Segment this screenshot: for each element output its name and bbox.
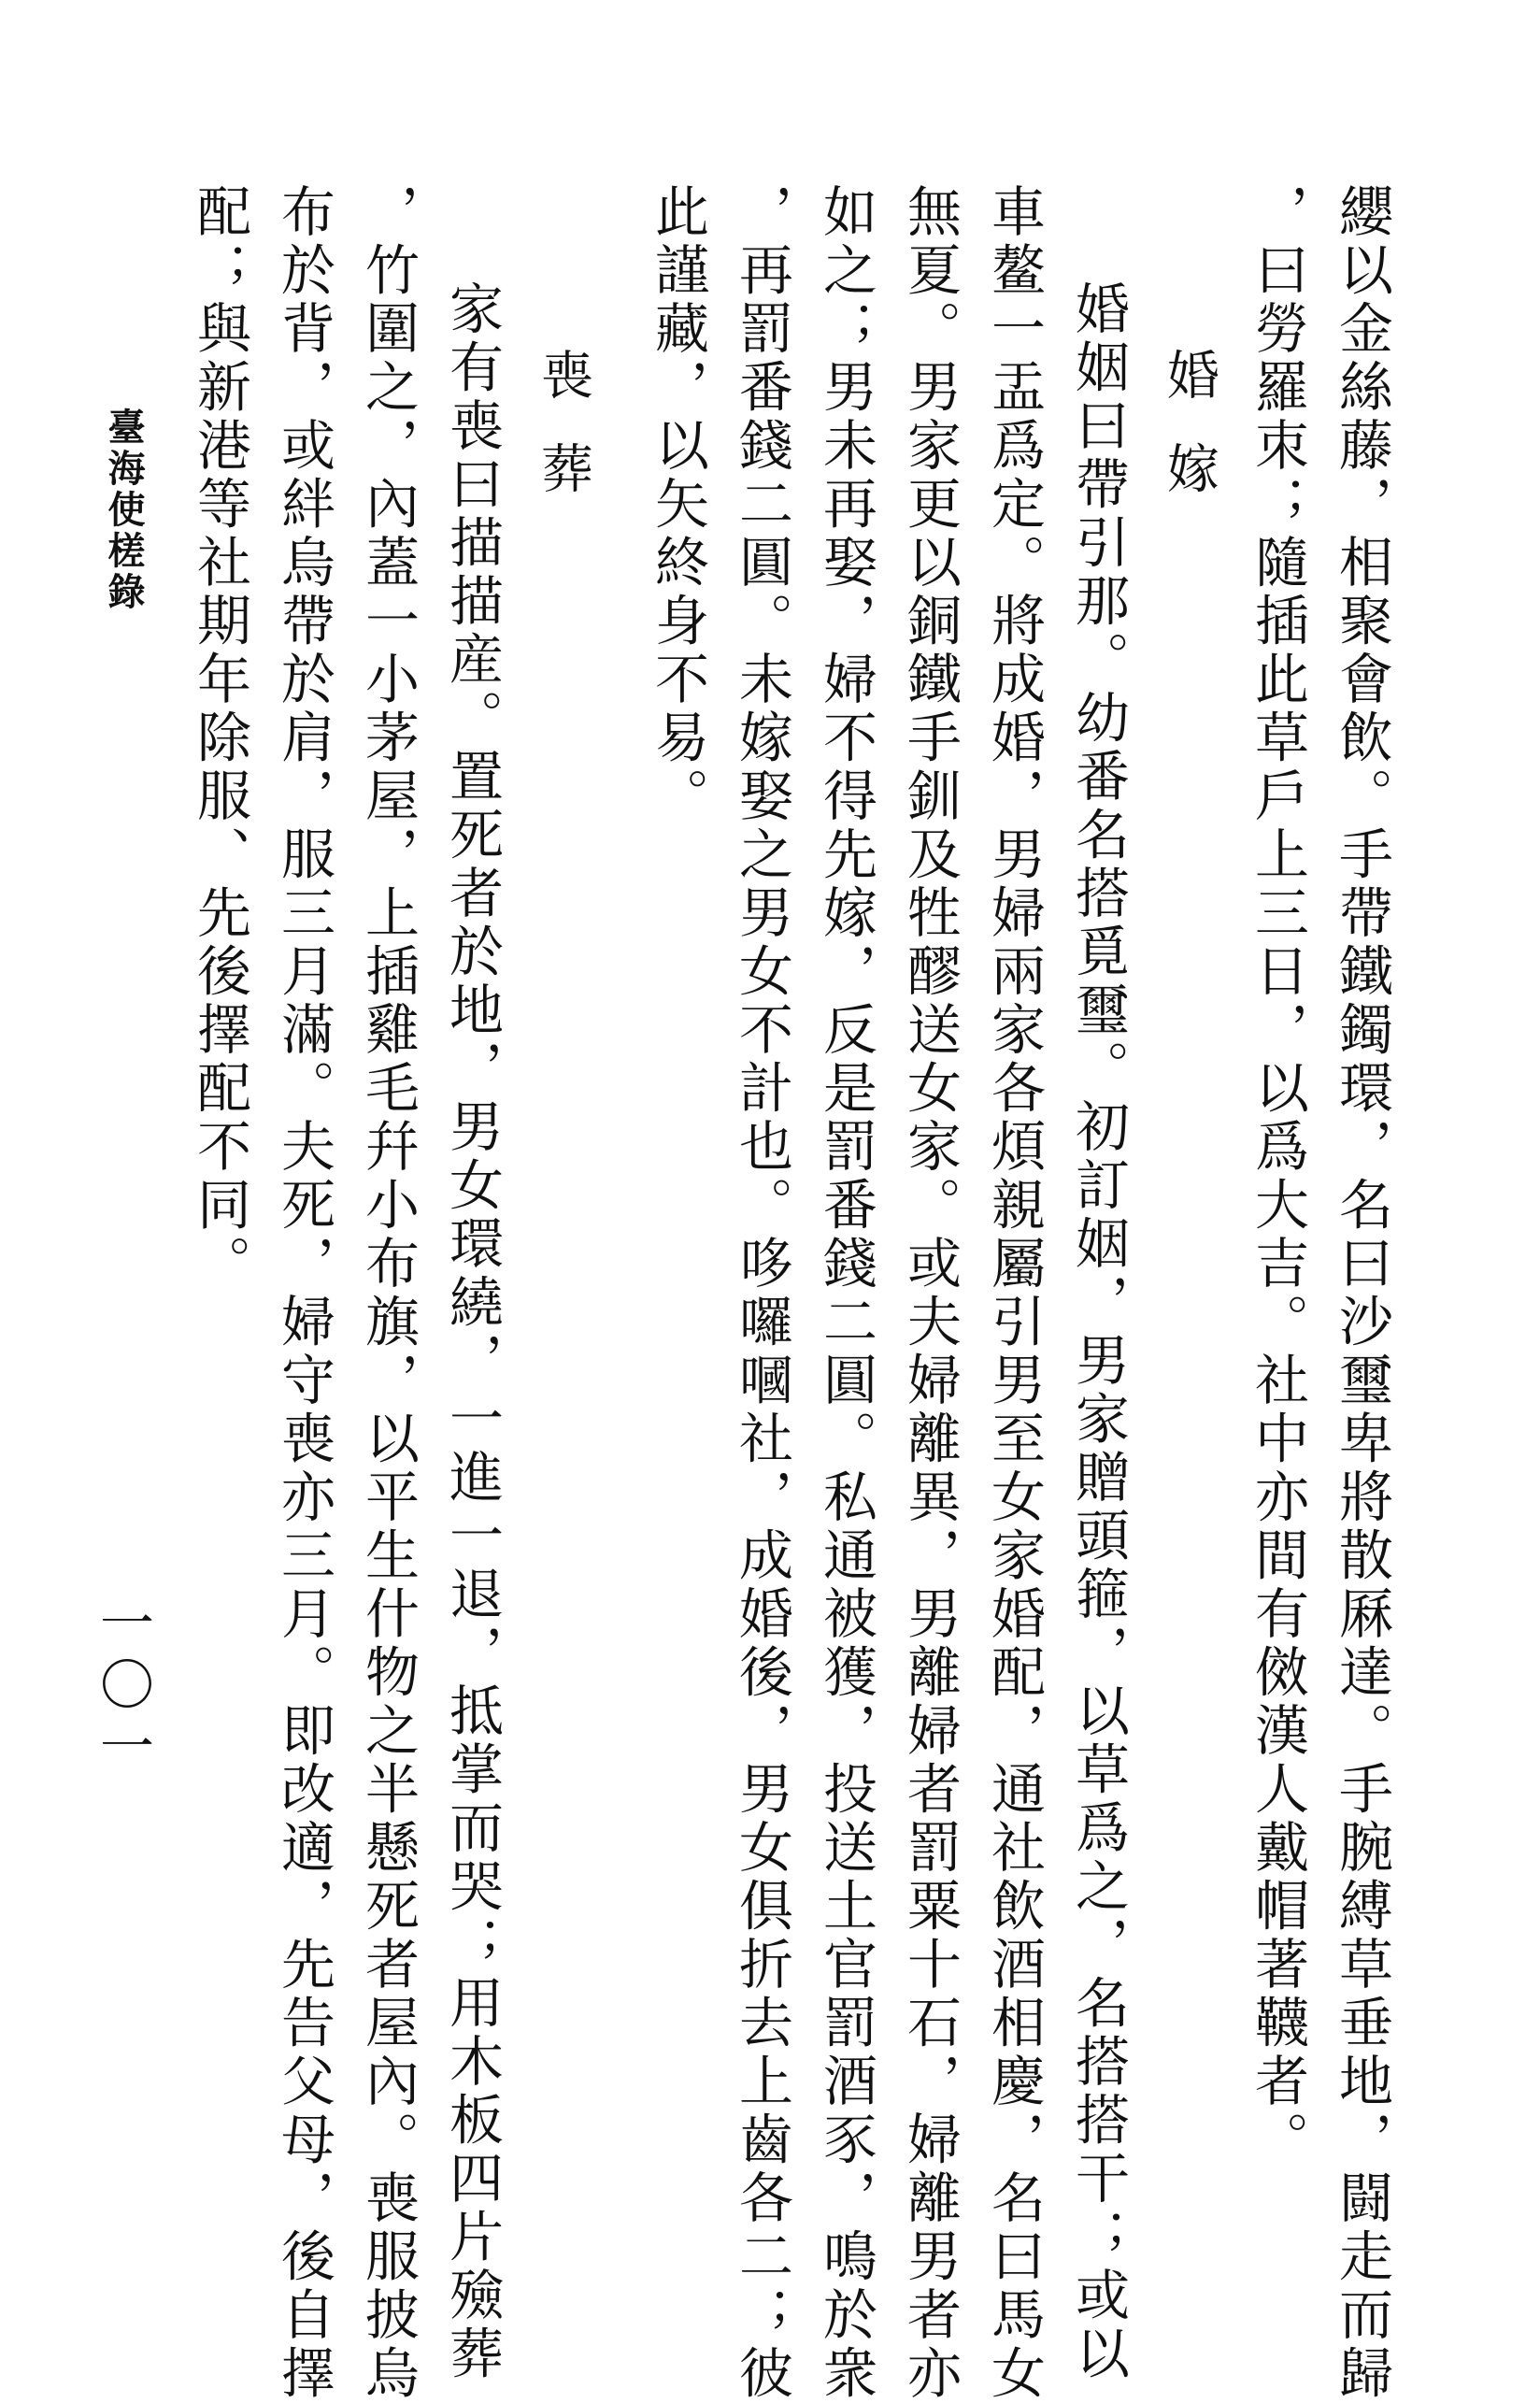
- section-heading-funeral: 喪葬: [533, 348, 593, 535]
- text-column-6: 如之；男未再娶，婦不得先嫁，反是罰番錢二圓。私通被獲，投送土官罰酒豕，鳴於衆: [814, 183, 877, 2403]
- text-column-7: ，再罰番錢二圓。未嫁娶之男女不計也。哆囉嘓社，成婚後，男女俱折去上齒各二；彼: [730, 183, 793, 2403]
- text-column-9: 家有喪曰描描産。置死者於地，男女環繞，一進一退，抵掌而哭；用木板四片殮葬: [440, 280, 504, 2383]
- book-title: 臺海使槎錄: [102, 408, 146, 613]
- text-column-2: ，曰勞羅朿；隨插此草戶上三日，以爲大吉。社中亦間有傚漢人戴帽著韈者。: [1246, 183, 1309, 2169]
- text-column-12: 配；與新港等社期年除服、先後擇配不同。: [188, 183, 251, 1294]
- text-column-1: 纓以金絲藤，相聚會飲。手帶鐵鐲環，名曰沙璽卑將散厤達。手腕縛草垂地，闘走而歸: [1330, 183, 1393, 2403]
- text-column-11: 布於背，或絆烏帶於肩，服三月滿。夫死，婦守喪亦三月。即改適，先告父母，後自擇: [272, 183, 335, 2403]
- text-column-3: 婚姻曰帶引那。幼番名搭覓璽。初訂姻，男家贈頭箍，以草爲之，名搭搭干；或以: [1066, 280, 1130, 2383]
- section-heading-marriage: 婚嫁: [1159, 348, 1219, 535]
- page-number: 一〇一: [91, 1595, 154, 1780]
- text-column-5: 無夏。男家更以銅鐵手釧及牲醪送女家。或夫婦離異，男離婦者罰粟十石，婦離男者亦: [898, 183, 962, 2403]
- text-column-10: ，竹圍之，內蓋一小茅屋，上插雞毛幷小布旗，以平生什物之半懸死者屋內。喪服披烏: [356, 183, 420, 2403]
- text-column-8: 此謹藏，以矢終身不易。: [646, 183, 709, 826]
- text-column-4: 車鳌一盂爲定。將成婚，男婦兩家各煩親屬引男至女家婚配，通社飲酒相慶，名曰馬女: [982, 183, 1046, 2403]
